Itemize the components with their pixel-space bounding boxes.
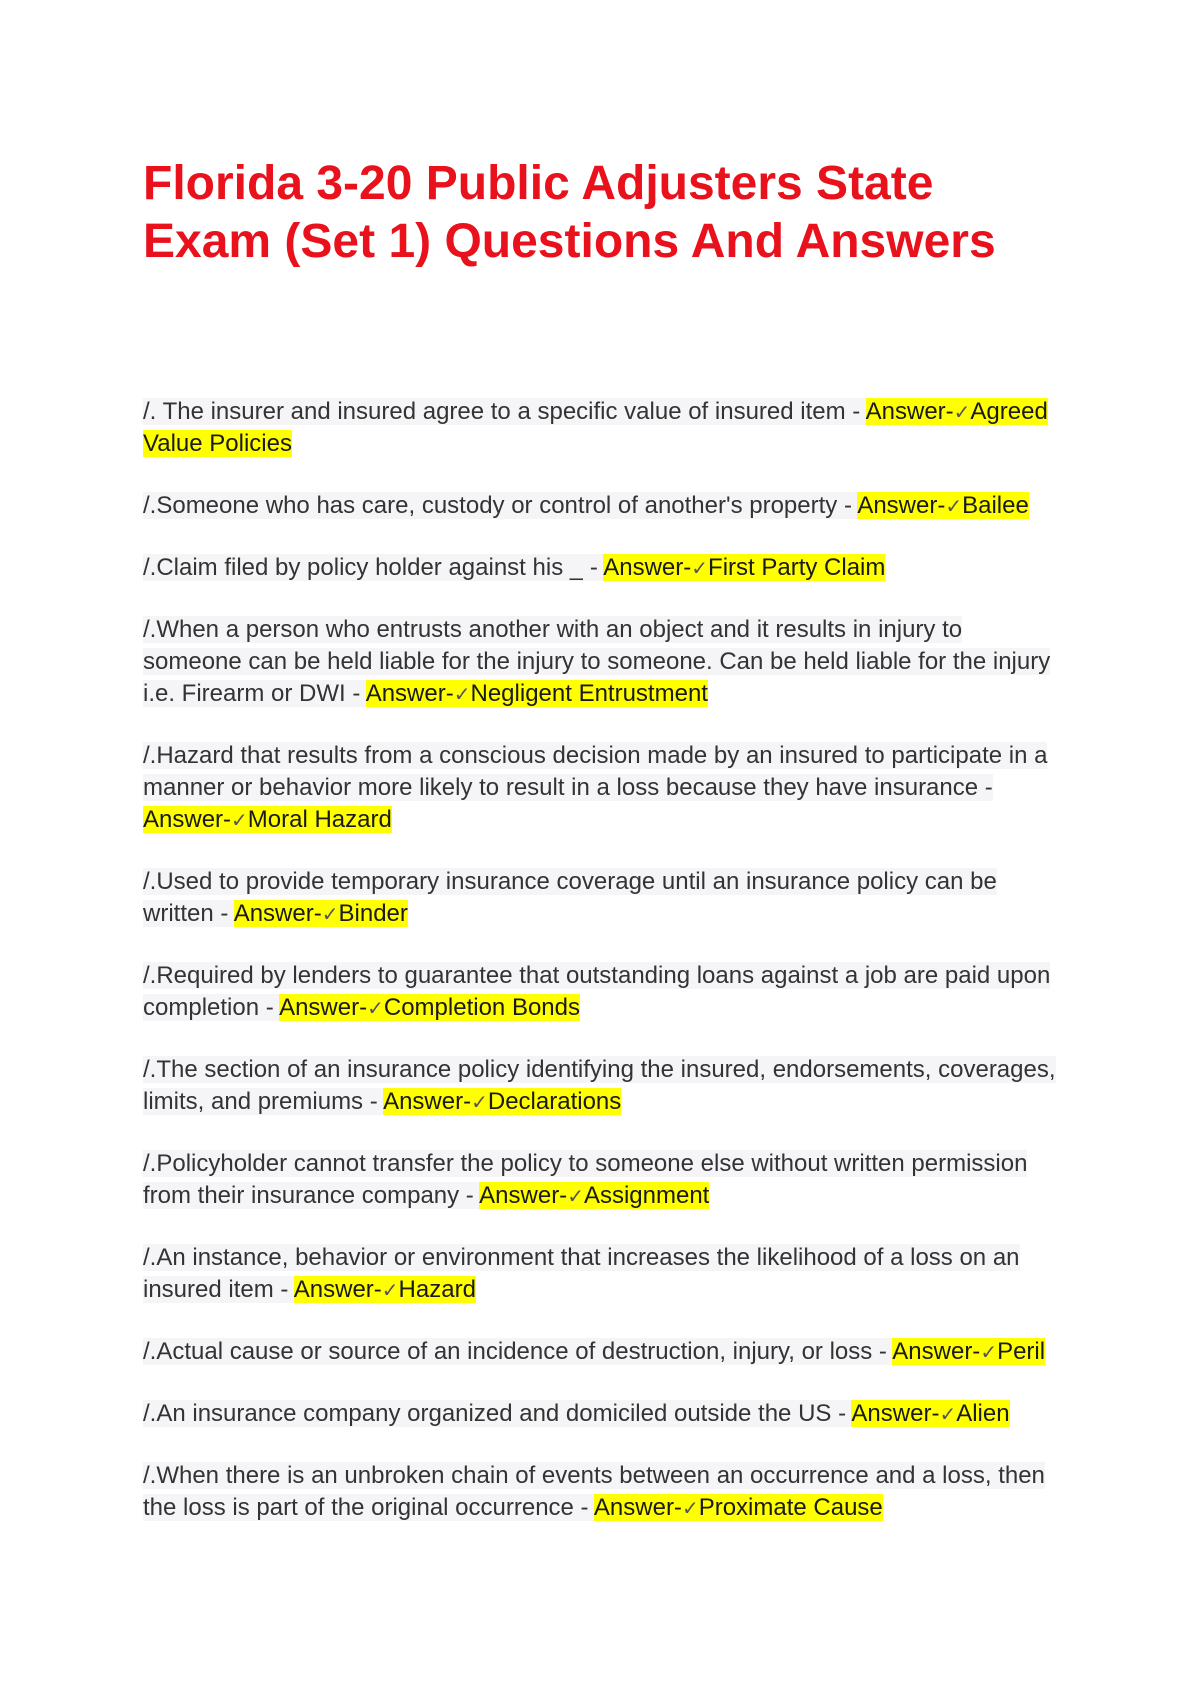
- title-line-2: Exam (Set 1) Questions And Answers: [143, 215, 996, 268]
- separator: -: [363, 1088, 384, 1115]
- separator: -: [837, 492, 858, 519]
- check-icon: ✓: [980, 1340, 998, 1364]
- answer-prefix: Answer-: [851, 1400, 940, 1427]
- check-icon: ✓: [691, 556, 709, 580]
- answer-highlight: [279, 994, 580, 1021]
- answer-text: Agreed Value Policies: [143, 398, 1048, 457]
- document-page: [143, 155, 1063, 1554]
- question-text: /.Someone who has care, custody or control of another's property: [143, 492, 838, 519]
- question-text: /.When a person who entrusts another with an object and it results in injury to someone can be held liable for the injury to someone. Can be held liable for the injury i.e. Firearm or DWI: [143, 616, 1051, 707]
- answer-highlight: [594, 1494, 883, 1521]
- answer-highlight: [366, 680, 708, 707]
- answer-highlight: [143, 806, 392, 833]
- question-text: /. The insurer and insured agree to a specific value of insured item: [143, 398, 846, 425]
- answer-prefix: Answer-: [279, 994, 368, 1021]
- separator: -: [259, 994, 280, 1021]
- answer-highlight: [383, 1088, 621, 1115]
- answer-text: Proximate Cause: [698, 1494, 883, 1521]
- question-text: /.When there is an unbroken chain of events between an occurrence and a loss, then the loss is part of the original occurrence: [143, 1462, 1045, 1521]
- qa-item: [143, 552, 1063, 584]
- question-text: /.Used to provide temporary insurance coverage until an insurance policy can be written: [143, 868, 997, 927]
- answer-prefix: Answer-: [603, 554, 692, 581]
- answer-prefix: Answer-: [293, 1276, 382, 1303]
- check-icon: ✓: [321, 902, 339, 926]
- check-icon: ✓: [453, 682, 471, 706]
- separator: -: [345, 680, 366, 707]
- answer-highlight: [857, 492, 1029, 519]
- qa-item: [143, 740, 1063, 836]
- qa-list: [143, 396, 1063, 1524]
- qa-item: [143, 1460, 1063, 1524]
- qa-item: [143, 614, 1063, 710]
- answer-prefix: Answer-: [383, 1088, 472, 1115]
- answer-highlight: [851, 1400, 1009, 1427]
- qa-item: [143, 396, 1063, 460]
- answer-prefix: Answer-: [593, 1494, 682, 1521]
- answer-prefix: Answer-: [892, 1338, 981, 1365]
- qa-item: [143, 1242, 1063, 1306]
- document-title: [143, 155, 1063, 271]
- answer-prefix: Answer-: [865, 398, 954, 425]
- check-icon: ✓: [939, 1402, 957, 1426]
- qa-item: [143, 960, 1063, 1024]
- check-icon: ✓: [681, 1496, 699, 1520]
- qa-item: [143, 866, 1063, 930]
- answer-text: First Party Claim: [708, 554, 886, 581]
- qa-item: [143, 1148, 1063, 1212]
- question-text: /.Required by lenders to guarantee that outstanding loans against a job are paid upon completion: [143, 962, 1051, 1021]
- answer-text: Binder: [338, 900, 408, 927]
- title-line-1: Florida 3-20 Public Adjusters State: [143, 157, 934, 210]
- answer-highlight: [294, 1276, 476, 1303]
- answer-text: Alien: [956, 1400, 1010, 1427]
- answer-prefix: Answer-: [233, 900, 322, 927]
- answer-prefix: Answer-: [857, 492, 946, 519]
- separator: -: [845, 398, 866, 425]
- check-icon: ✓: [471, 1090, 488, 1114]
- answer-highlight: [892, 1338, 1045, 1365]
- answer-text: Declarations: [487, 1088, 622, 1115]
- answer-text: Hazard: [398, 1276, 476, 1303]
- check-icon: ✓: [367, 996, 384, 1020]
- check-icon: ✓: [567, 1184, 584, 1208]
- separator: -: [583, 554, 604, 581]
- separator: -: [459, 1182, 480, 1209]
- qa-item: [143, 490, 1063, 522]
- answer-text: Completion Bonds: [383, 994, 580, 1021]
- answer-prefix: Answer-: [479, 1182, 568, 1209]
- qa-item: [143, 1054, 1063, 1118]
- separator: -: [831, 1400, 852, 1427]
- answer-prefix: Answer-: [365, 680, 454, 707]
- question-text: /.An instance, behavior or environment that increases the likelihood of a loss on an insured item: [143, 1244, 1020, 1303]
- answer-highlight: [234, 900, 408, 927]
- question-text: /.An insurance company organized and domiciled outside the US: [143, 1400, 832, 1427]
- answer-prefix: Answer-: [143, 806, 232, 833]
- separator: -: [872, 1338, 893, 1365]
- check-icon: ✓: [381, 1278, 399, 1302]
- separator: -: [213, 900, 234, 927]
- qa-item: [143, 1398, 1063, 1430]
- separator: -: [978, 774, 993, 801]
- answer-text: Bailee: [962, 492, 1029, 519]
- question-text: /.Actual cause or source of an incidence of destruction, injury, or loss: [143, 1338, 873, 1365]
- answer-text: Negligent Entrustment: [470, 680, 708, 707]
- answer-text: Assignment: [583, 1182, 710, 1209]
- check-icon: ✓: [953, 400, 971, 424]
- question-text: /.Policyholder cannot transfer the policy to someone else without written permission from their insurance company: [143, 1150, 1028, 1209]
- question-text: /.Claim filed by policy holder against his _: [143, 554, 584, 581]
- answer-highlight: [603, 554, 885, 581]
- answer-highlight: [479, 1182, 709, 1209]
- answer-text: Moral Hazard: [247, 806, 392, 833]
- question-text: /.Hazard that results from a conscious decision made by an insured to participate in a manner or behavior more likely to result in a loss because they have insurance: [143, 742, 1048, 801]
- check-icon: ✓: [945, 494, 963, 518]
- question-text: /.The section of an insurance policy identifying the insured, endorsements, coverages, limits, and premiums: [143, 1056, 1056, 1115]
- answer-text: Peril: [997, 1338, 1046, 1365]
- separator: -: [573, 1494, 594, 1521]
- check-icon: ✓: [231, 808, 248, 832]
- separator: -: [273, 1276, 294, 1303]
- qa-item: [143, 1336, 1063, 1368]
